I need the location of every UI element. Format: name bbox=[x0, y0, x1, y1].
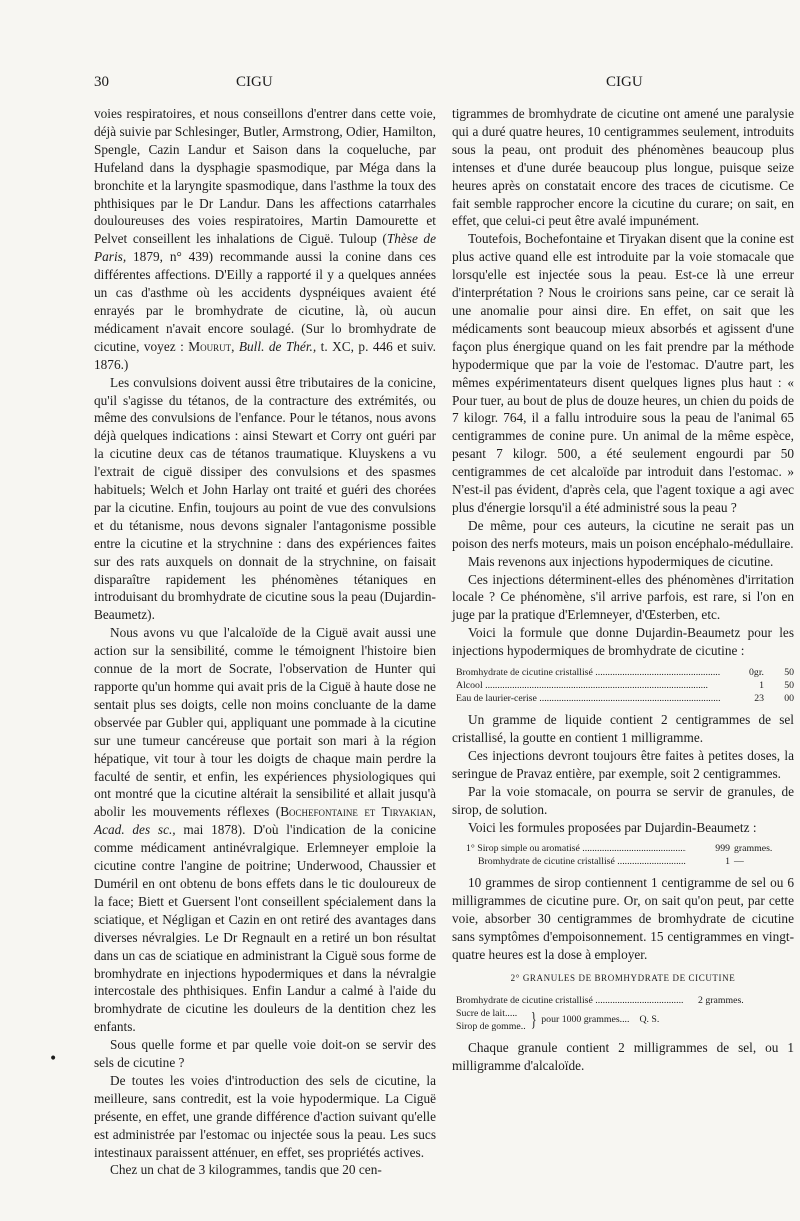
left-paragraph-2: Les convulsions doivent aussi être tributaires de la conicine, qu'il s'agisse du tétanos, de la contracture des extrémités, ou même des convulsions de l'enfance. Pour le tétanos, nous avons déjà quelques indications : ainsi Stewart et Corry ont guéri par la cicutine deux cas de tétanos traumatique. Kluyskens a vu l'extrait de ciguë dissiper des convulsions et des spasmes habituels; Welch et John Harlay ont traité et guéri des chorées par la cicutine. Enfin, toujours au point de vue des convulsions et du tétanisme, nous devons signaler l'antagonisme possible entre la cicutine et la strychnine : dans des expériences faites sur des rats auxquels on donnait de la strychnine, on faisait disparaître rapidement les phénomènes tétaniques en introduisant du bromhydrate de cicutine sous la peau (Dujardin-Beaumetz). bbox=[94, 374, 436, 623]
right-paragraph-9: Par la voie stomacale, on pourra se servir de granules, de sirop, de solution. bbox=[452, 783, 794, 817]
right-paragraph-6: Voici la formule que donne Dujardin-Beaumetz pour les injections hypodermiques de bromhydrate de cicutine : bbox=[452, 625, 794, 659]
formula-injection bbox=[452, 666, 794, 705]
right-paragraph-10: Voici les formules proposées par Dujardin-Beaumetz : bbox=[468, 819, 757, 835]
right-paragraph-1: tigrammes de bromhydrate de cicutine ont amené une paralysie qui a duré quatre heures, 10 centigrammes seulement, introduits sous la peau, ont produit des phénomènes beaucoup plus intenses et d'une durée beaucoup plus longue, puisque seize heures après on constatait encore des traces de cicutisme. Ce fait semble rapprocher encore la cicutine du curare; on sait, en effet, que celui-ci peut être avalé impunément. bbox=[452, 106, 794, 229]
right-paragraph-11: 10 grammes de sirop contiennent 1 centigramme de sel ou 6 milligrammes de cicutine pure. Or, on sait qu'on peut, par cette voie, absorber 30 centigrammes de bromhydrate de cicutine sans symptômes d'empoisonnement. 15 centigrammes en vingt-quatre heures est la dose à employer. bbox=[452, 875, 794, 963]
formula-syrup bbox=[452, 842, 794, 868]
formula-row: Alcool ..... 1 50 bbox=[456, 679, 794, 692]
left-paragraph-5: De toutes les voies d'introduction des sels de cicutine, la meilleure, sans contredit, est la voie hypodermique. La Ciguë présente, en effet, une grande différence d'action suivant qu'elle est administrée par l'estomac ou injectée sous la peau. Les sucs intestinaux paraissent atténuer, en effet, ses propriétés actives. bbox=[94, 1072, 436, 1160]
formula-row: Bromhydrate de cicutine cristallisé ..... 0gr. 50 bbox=[456, 666, 794, 679]
right-paragraph-7: Un gramme de liquide contient 2 centigrammes de sel cristallisé, la goutte en contient 1 milligramme. bbox=[452, 712, 794, 745]
margin-mark: • bbox=[49, 1051, 58, 1067]
formula-row: 1° Sirop simple ou aromatisé ..... 999 grammes. bbox=[466, 842, 794, 855]
right-paragraph-8: Ces injections devront toujours être faites à petites doses, la seringue de Pravaz entière, par exemple, soit 2 centigrammes. bbox=[452, 747, 794, 781]
formula-row: Eau de laurier-cerise ..... 23 00 bbox=[456, 692, 794, 705]
granules-heading: 2° GRANULES DE BROMHYDRATE DE CICUTINE bbox=[510, 972, 736, 983]
left-paragraph-3: Nous avons vu que l'alcaloïde de la Ciguë avait aussi une action sur la sensibilité, comme le témoignent l'histoire bien connue de la mort de Socrate, l'observation de Hunter qui rapporte qu'un homme qui avait pris de la Ciguë à haute dose ne sentait plus ses doigts, celle non moins concluante de la dame observée par Gubler qui, appliquant une pommade à la cicutine sur une tumeur cancéreuse que portait son mari à la région hépatique, vit tour à tour les doigts de chaque main perdre la faculté de sentir, et enfin, les expériences physiologiques qui ont montré que la cicutine altérait la sensibilité et allait jusqu'à abolir les mouvements réflexes (Bochefontaine et Tiryakian, Acad. des sc., mai 1878). D'où l'indication de la conicine comme médicament antinévralgique. Erlemneyer emploie la cicutine contre l'angine de poitrine; Underwood, Chaussier et Duméril en ont obtenu de bons effets dans le tic douloureux de la face; Biett et Guersent l'ont conseillent spécialement dans la sciatique, et Négligan et Cazin en ont retiré des avantages dans diverses névralgies. Le Dr Regnault en a retiré un bon résultat dans un cas de sciatique en administrant la Ciguë sous forme de bromhydrate en injections hypodermiques et dans la névralgie intercostale des phthisiques. Enfin Landur a calmé à l'aide du bromhydrate de cicutine les douleurs de la dentition chez les enfants. bbox=[94, 625, 436, 1035]
formula-row: Bromhydrate de cicutine cristallisé ..... 1 — bbox=[466, 855, 794, 868]
formula-brace-row: Sucre de lait..... Sirop de gomme.. } pour 1000 grammes.... Q. S. bbox=[456, 1007, 660, 1032]
left-paragraph-1: voies respiratoires, et nous conseillons d'entrer dans cette voie, déjà suivie par Schlesinger, Butler, Armstrong, Odier, Hamilton, Spengle, Cazin Landur et Saison dans la coqueluche, par Hufeland dans la dysphagie spasmodique, par Méga dans la bronchite et la laryngite spasmodique, dans l'asthme la toux des phthisiques par le Dr Landur. Dans les affections catarrhales douloureuses des voies respiratoires, Martin Damourette et Pelvet conseillent les inhalations de Ciguë. Tuloup (Thèse de Paris, 1879, n° 439) recommande aussi la conine dans ces différentes affections. D'Eilly a rapporté il y a quelques années un cas d'asthme où les accidents dyspnéiques avaient été enrayés par le bromhydrate de cicutine, là, où aucun médicament n'avait encore soulagé. (Sur lo bromhydrate de cicutine, voyez : Mourut, Bull. de Thér., t. XC, p. 446 et suiv. 1876.) bbox=[94, 106, 436, 372]
right-paragraph-2: Toutefois, Bochefontaine et Tiryakan disent que la conine est plus active quand elle est introduite par la voie stomacale que lorsqu'elle est injectée sous la peau. Est-ce là une erreur d'interprétation ? Nous le croirions sans peine, car ce serait là une anomalie pour ainsi dire. En effet, on sait que les médicaments sont beaucoup mieux absorbés et agissent d'une façon plus énergique quand on les fait prendre par la méthode hypodermique que par la voie de l'estomac. D'autre part, les mêmes expérimentateurs disent quelques lignes plus haut : « Pour tuer, au bout de plus de douze heures, un chien du poids de 7 kilogr. 764, il a fallu introduire sous la peau de l'animal 65 centigrammes de conine pure. Un animal de la même espèce, pesant 7 kilogr. 500, a été seulement engourdi par 50 centigrammes de cet alcaloïde par introduit dans l'estomac. » N'est-il pas évident, d'après cela, que l'agent toxique a agi avec plus d'énergie lorsqu'il a été administré sous la peau ? bbox=[452, 231, 794, 515]
left-column bbox=[94, 105, 436, 1179]
running-head-left: CIGU bbox=[236, 74, 273, 90]
left-paragraph-6: Chez un chat de 3 kilogrammes, tandis que 20 cen- bbox=[110, 1162, 382, 1178]
right-column bbox=[452, 105, 794, 1075]
running-head-right: CIGU bbox=[606, 74, 643, 90]
formula-granules bbox=[452, 994, 794, 1033]
right-paragraph-5: Ces injections déterminent-elles des phénomènes d'irritation locale ? Ce phénomène, s'il arrive parfois, est rare, si l'on en juge par la pratique d'Erlemneyer, d'Œsterben, etc. bbox=[452, 571, 794, 623]
right-paragraph-3: De même, pour ces auteurs, la cicutine ne serait pas un poison des nerfs moteurs, mais un poison encéphalo-médullaire. bbox=[452, 517, 794, 551]
right-paragraph-12: Chaque granule contient 2 milligrammes de sel, ou 1 milligramme d'alcaloïde. bbox=[452, 1039, 794, 1073]
page-number: 30 bbox=[94, 74, 109, 90]
brace-glyph: } bbox=[530, 1008, 537, 1031]
right-paragraph-4: Mais revenons aux injections hypodermiques de cicutine. bbox=[468, 553, 774, 569]
formula-row: Bromhydrate de cicutine cristallisé ..... 2 grammes. bbox=[456, 994, 794, 1007]
left-paragraph-4: Sous quelle forme et par quelle voie doit-on se servir des sels de cicutine ? bbox=[94, 1037, 436, 1071]
